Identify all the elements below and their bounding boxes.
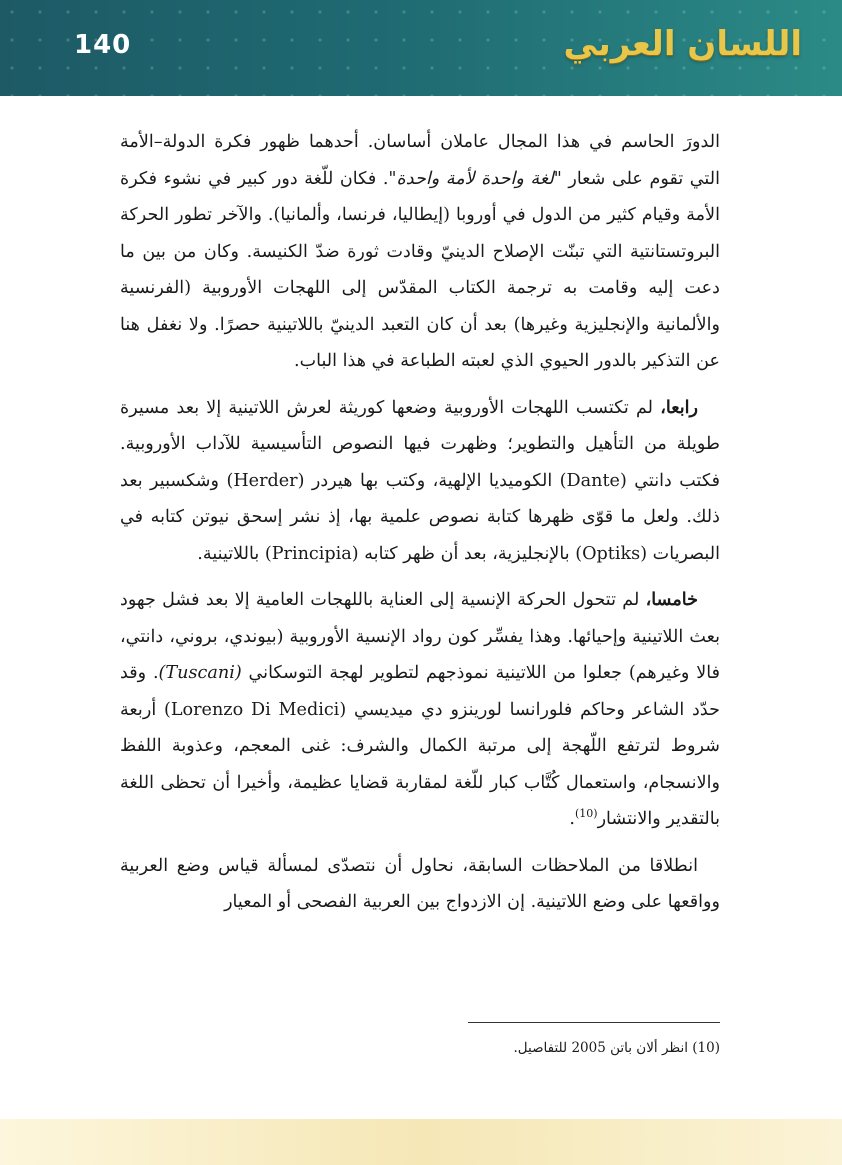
quote-slogan: "لغة واحدة لأمة واحدة" (388, 168, 562, 189)
article-body (120, 124, 720, 931)
page-header (0, 0, 842, 96)
footnote-divider (468, 1022, 720, 1023)
paragraph-2 (120, 390, 720, 573)
paragraph-4-text: انطلاقا من الملاحظات السابقة، نحاول أن نتصدّى لمسألة قياس وضع العربية وواقعها على وضع اللاتينية. إن الازدواج بين العربية الفصحى أو المعيار (120, 855, 720, 912)
paragraph-4 (120, 848, 720, 921)
page-number: 140 (74, 30, 132, 60)
paragraph-3-text-b: . وقد حدّد الشاعر وحاكم فلورانسا لورينزو دي ميديسي (Lorenzo Di Medici) أربعة شروط لترتفع اللّهجة إلى مرتبة الكمال والشرف: غنى المعجم، وعذوبة اللفظ والانسجام، واستعمال كُتَّاب كبار للّغة لمقاربة قضايا عظيمة، وأخيرا أن تحظى اللغة بالتقدير والانتشار (120, 663, 720, 829)
footnote-reference[interactable]: (10) (574, 807, 598, 821)
page-footer-band (0, 1119, 842, 1165)
tuscani-term: (Tuscani) (158, 663, 242, 683)
paragraph-3-end: . (569, 809, 575, 829)
paragraph-3 (120, 582, 720, 838)
paragraph-3-text-a: لم تتحول الحركة الإنسية إلى العناية باللهجات العامية إلا بعد فشل جهود بعث اللاتينية وإحيائها. وهذا يفسِّر كون رواد الإنسية الأوروبية (بيوندي، بروني، دانتي، فالا وغيرهم) جعلوا من اللاتينية نموذجهم لتطوير لهجة التوسكاني (120, 590, 721, 683)
paragraph-2-lead: رابعا، (660, 396, 698, 418)
paragraph-1-text: الدورَ الحاسم في هذا المجال عاملان أساسان. أحدهما ظهور فكرة الدولة–الأمة التي تقوم على شعار (120, 132, 720, 189)
paragraph-1 (120, 124, 720, 380)
paragraph-3-lead: خامسا، (645, 589, 698, 610)
journal-logo: اللسان العربي (563, 24, 802, 64)
footnote-10: (10) انظر ألان باتن 2005 للتفاصيل. (513, 1040, 720, 1056)
paragraph-2-text: لم تكتسب اللهجات الأوروبية وضعها كوريثة لعرش اللاتينية إلا بعد مسيرة طويلة من التأهيل والتطوير؛ وظهرت فيها النصوص التأسيسية للآداب الأوروبية. فكتب دانتي (Dante) الكوميديا الإلهية، وكتب بها هيردر (Herder) وشكسبير بعد ذلك. ولعل ما قوّى ظهرها كتابة نصوص علمية بها، إذ نشر إسحق نيوتن كتابه في البصريات (Optiks) بالإنجليزية، بعد أن ظهر كتابه (Principia) باللاتينية. (120, 397, 720, 564)
paragraph-1-rest: . فكان للّغة دور كبير في نشوء فكرة الأمة وقيام كثير من الدول في أوروبا (إيطاليا، فرنسا، وألمانيا). والآخر تطور الحركة البروتستانتية التي تبنّت الإصلاح الدينيّ وقادت ثورة ضدّ الكنيسة. وكان من بين ما دعت إليه وقامت به ترجمة الكتاب المقدّس إلى اللهجات الأوروبية (الفرنسية والألمانية والإنجليزية وغيرها) بعد أن كان التعبد الدينيّ باللاتينية حصرًا. ولا نغفل هنا عن التذكير بالدور الحيوي الذي لعبته الطباعة في هذا الباب. (120, 168, 720, 371)
